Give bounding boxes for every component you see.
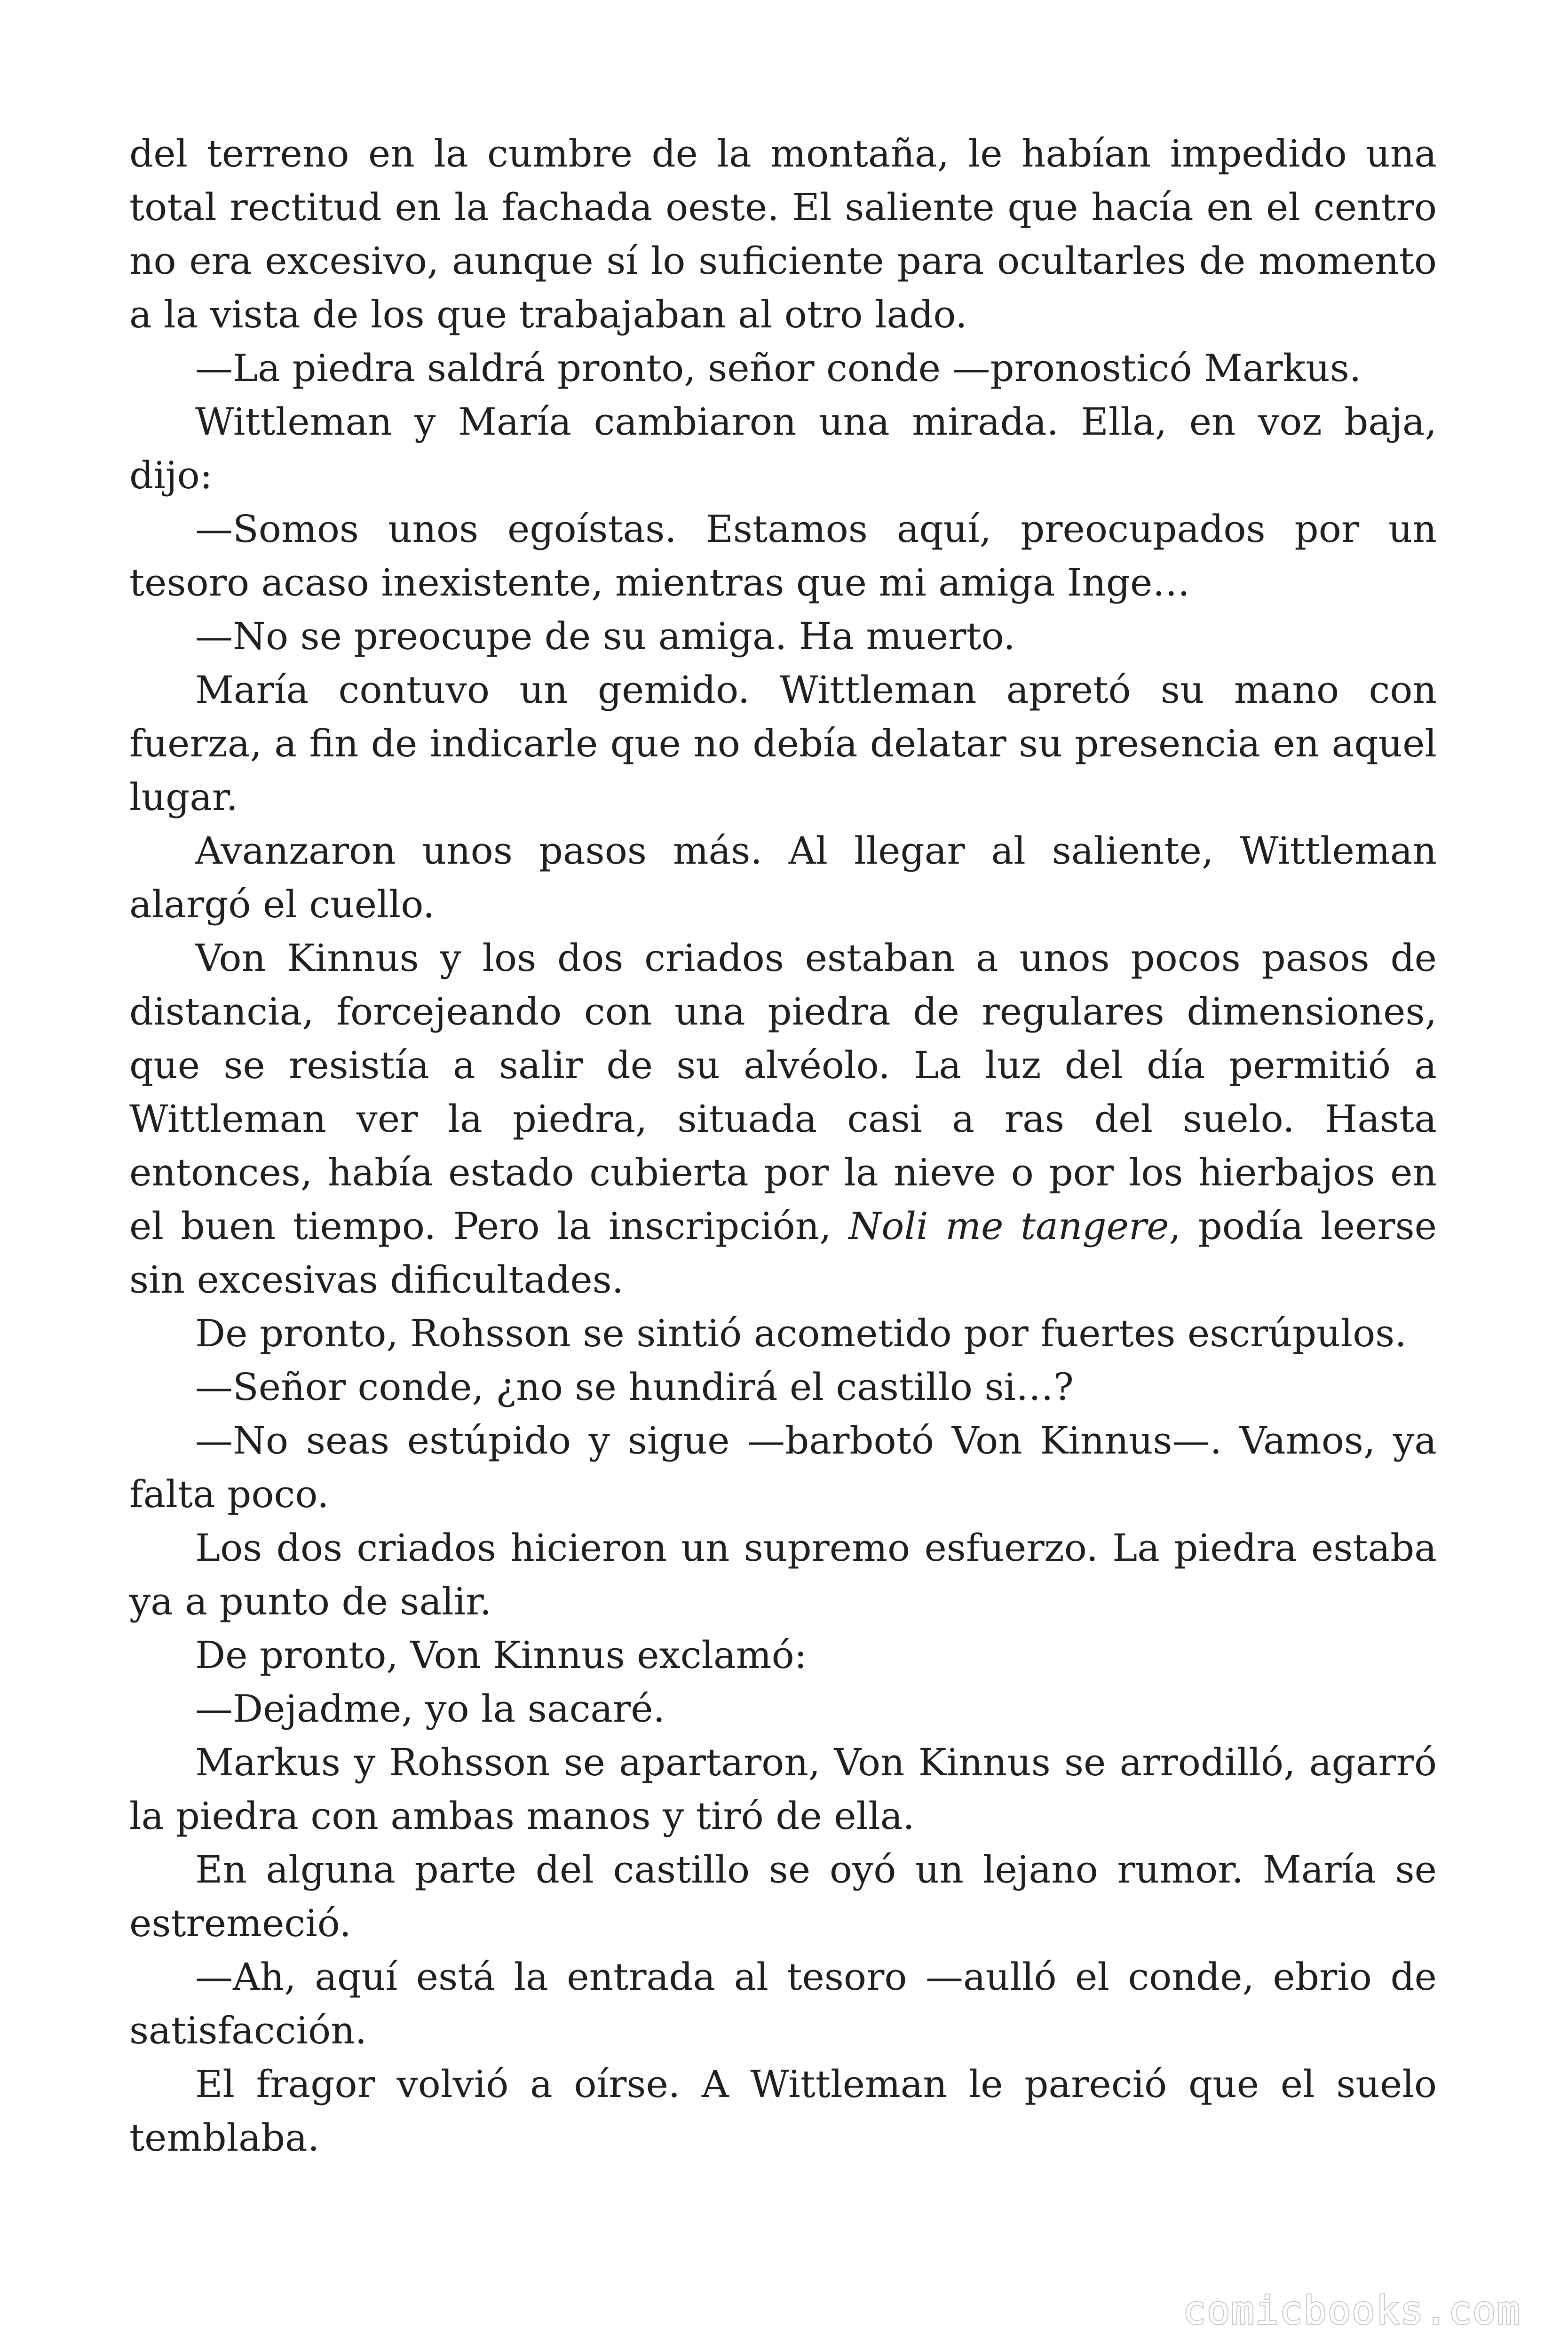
paragraph-with-inscription [129, 931, 1437, 1307]
paragraph: —Señor conde, ¿no se hundirá el castillo si…? [195, 1365, 1074, 1409]
inscription-text: Noli me tangere [848, 1204, 1169, 1248]
paragraph: Wittleman y María cambiaron una mirada. Ella, en voz baja, dijo: [129, 400, 1437, 497]
paragraph: De pronto, Rohsson se sintió acometido por fuertes escrúpulos. [195, 1311, 1407, 1355]
paragraph: De pronto, Von Kinnus exclamó: [195, 1633, 807, 1677]
paragraph: del terreno en la cumbre de la montaña, le habían impedido una total rectitud en la fachada oeste. El saliente que hacía en el centro no era excesivo, aunque sí lo suficiente para ocultarles de momento a la vista de los que trabajaban al otro lado. [129, 132, 1437, 336]
paragraph: Markus y Rohsson se apartaron, Von Kinnus se arrodilló, agarró la piedra con ambas manos y tiró de ella. [129, 1740, 1437, 1838]
paragraph: —Dejadme, yo la sacaré. [195, 1687, 665, 1731]
paragraph: —La piedra saldrá pronto, señor conde —pronosticó Markus. [195, 346, 1362, 390]
paragraph: —No se preocupe de su amiga. Ha muerto. [195, 614, 1015, 658]
paragraph: —Somos unos egoístas. Estamos aquí, preocupados por un tesoro acaso inexistente, mientras que mi amiga Inge… [129, 507, 1437, 604]
paragraph: —No seas estúpido y sigue —barbotó Von Kinnus—. Vamos, ya falta poco. [129, 1419, 1437, 1516]
book-page-text [129, 127, 1437, 2165]
paragraph: Avanzaron unos pasos más. Al llegar al saliente, Wittleman alargó el cuello. [129, 829, 1437, 926]
paragraph-text: Von Kinnus y los dos criados estaban a unos pocos pasos de distancia, forcejeando con una piedra de regulares dimensiones, que se resistía a salir de su alvéolo. La luz del día permitió a Wittleman ver la piedra, situada casi a ras del suelo. Hasta entonces, había estado cubierta por la nieve o por los hierbajos en el buen tiempo. Pero la inscripción, [129, 936, 1437, 1248]
paragraph: —Ah, aquí está la entrada al tesoro —aulló el conde, ebrio de satisfacción. [129, 1955, 1437, 2052]
paragraph: María contuvo un gemido. Wittleman apretó su mano con fuerza, a fin de indicarle que no debía delatar su presencia en aquel lugar. [129, 668, 1437, 819]
paragraph: En alguna parte del castillo se oyó un lejano rumor. María se estremeció. [129, 1848, 1437, 1945]
paragraph: Los dos criados hicieron un supremo esfuerzo. La piedra estaba ya a punto de salir. [129, 1526, 1437, 1623]
paragraph: El fragor volvió a oírse. A Wittleman le pareció que el suelo temblaba. [129, 2062, 1437, 2160]
paragraph-text-tail: , podía leerse sin excesivas dificultades. [129, 1204, 1437, 1302]
watermark: comicbooks.com [1182, 2288, 1521, 2333]
